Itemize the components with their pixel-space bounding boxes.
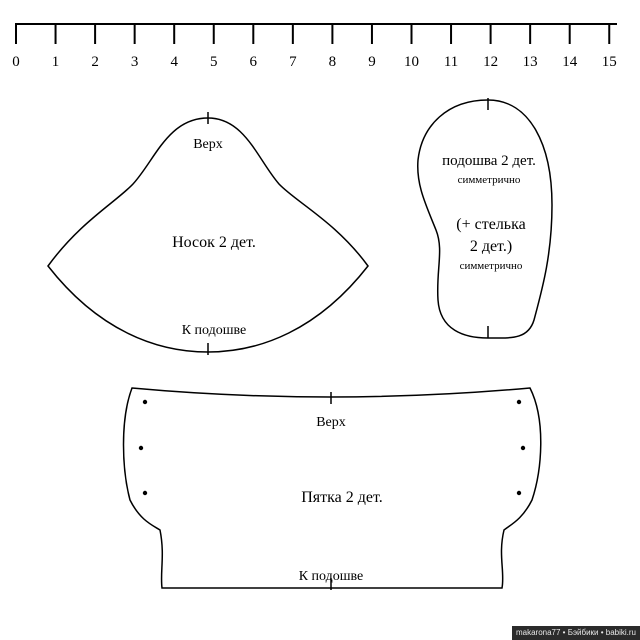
heel-dot (517, 400, 521, 404)
watermark: makarona77 • Бэйбики • babiki.ru (512, 626, 640, 640)
ruler-tick-label: 1 (51, 54, 60, 70)
heel-dot (521, 446, 525, 450)
sole-line3: (+ стелька (456, 216, 526, 233)
heel-center-label: Пятка 2 дет. (301, 489, 383, 506)
sole-piece (418, 98, 552, 338)
ruler-tick-label: 2 (91, 54, 99, 70)
ruler-tick-label: 10 (404, 54, 419, 70)
heel-dot (143, 491, 147, 495)
heel-bottom-label: К подошве (298, 569, 364, 584)
ruler-tick-label: 13 (522, 54, 538, 70)
sole-line4: 2 дет.) (469, 238, 513, 255)
ruler (12, 24, 617, 70)
toe-top-label: Верх (193, 137, 223, 152)
sole-line2: симметрично (457, 174, 521, 186)
sole-line5: симметрично (459, 260, 523, 272)
sole-line1: подошва 2 дет. (442, 153, 536, 169)
heel-dot (143, 400, 147, 404)
heel-top-label: Верх (316, 415, 346, 430)
heel-piece (124, 388, 541, 590)
ruler-tick-label: 11 (443, 54, 459, 70)
heel-dot (139, 446, 143, 450)
ruler-tick-label: 3 (130, 54, 139, 70)
heel-dot (517, 491, 521, 495)
ruler-tick-label: 9 (368, 54, 376, 70)
toe-piece (48, 112, 368, 355)
ruler-tick-label: 12 (483, 54, 499, 70)
ruler-tick-label: 4 (170, 54, 178, 70)
ruler-tick-label: 6 (249, 54, 258, 70)
toe-center-label: Носок 2 дет. (172, 234, 256, 251)
ruler-tick-label: 14 (562, 54, 578, 70)
toe-bottom-label: К подошве (181, 323, 247, 338)
ruler-tick-label: 8 (328, 54, 337, 70)
ruler-tick-label: 7 (289, 54, 297, 70)
ruler-tick-label: 15 (601, 54, 617, 70)
ruler-tick-label: 5 (210, 54, 218, 70)
ruler-tick-label: 0 (12, 54, 20, 70)
